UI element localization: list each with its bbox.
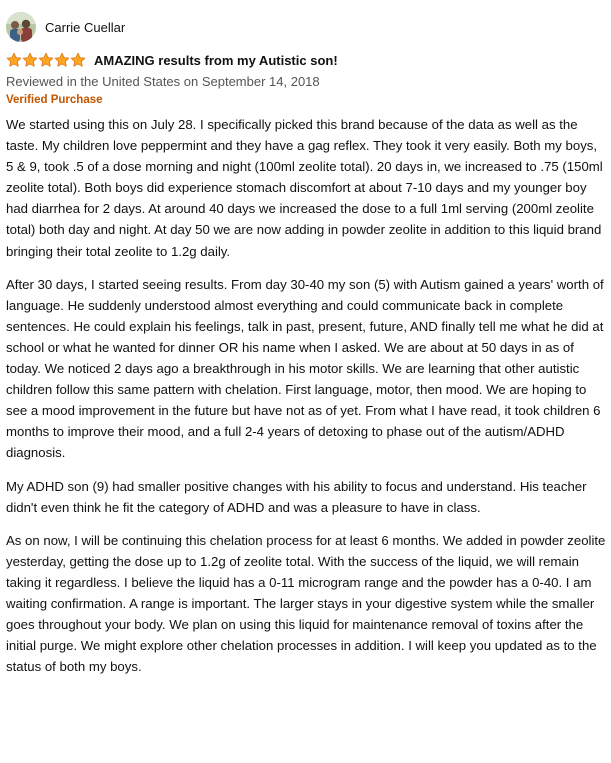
review-card	[6, 10, 606, 689]
star-icon	[38, 52, 54, 68]
star-icon	[70, 52, 86, 68]
review-title-row	[6, 51, 606, 69]
reviewer-profile[interactable]	[6, 10, 606, 44]
avatar-photo	[6, 12, 36, 42]
review-paragraph: My ADHD son (9) had smaller positive changes with his ability to focus and understand. His teacher didn't even think he fit the category of ADHD and was a pleasure to have in class.	[6, 478, 587, 515]
user-avatar-icon[interactable]	[6, 12, 36, 42]
review-body	[6, 114, 606, 677]
review-paragraph: We started using this on July 28. I specifically picked this brand because of the data as well as the taste. My children love peppermint and they have a gag reflex. They took it very easily. Both my boys, 5 & 9, took .5 of a dose morning and night (100ml zeolite total). 20 days in, we increased to .75 (150ml zeolite total). Both boys did experience stomach discomfort at about 7-10 days and my younger boy had diarrhea for 2 days. At around 40 days we increased the dose to a full 1ml serving (200ml zeolite total) both day and night. At day 50 we are now adding in powder zeolite in addition to this liquid brand bringing their total zeolite to 1.2g daily.	[6, 117, 603, 259]
star-icon	[6, 52, 22, 68]
star-icon	[22, 52, 38, 68]
review-date: Reviewed in the United States on September 14, 2018	[6, 74, 320, 89]
star-icon	[54, 52, 70, 68]
reviewer-name[interactable]: Carrie Cuellar	[45, 19, 126, 35]
review-paragraph: After 30 days, I started seeing results. From day 30-40 my son (5) with Autism gained a years' worth of language. He suddenly understood almost everything and could communicate back in complete sentences. He could explain his feelings, talk in past, present, future, AND finally tell me what he did at school or what he wanted for dinner OR his name when I asked. We are about at 50 days in as of today. We noticed 2 days ago a breakthrough in his motor skills. We are learning that other autistic children follow this same pattern with chelation. First language, motor, then mood. We are hoping to see a mood improvement in the future but have not as of yet. From what I have read, it took children 6 months to improve their mood, and a full 2-4 years of detoxing to phase out of the autism/ADHD diagnosis.	[6, 276, 604, 461]
star-rating[interactable]	[6, 51, 86, 69]
review-title[interactable]: AMAZING results from my Autistic son!	[94, 52, 338, 68]
verified-purchase-badge[interactable]: Verified Purchase	[6, 94, 103, 106]
review-paragraph: As on now, I will be continuing this chelation process for at least 6 months. We added in powder zeolite yesterday, getting the dose up to 1.2g of zeolite total. With the success of the liquid, we will remain taking it regardless. I believe the liquid has a 0-11 microgram range and the powder has a 0-40. I am waiting confirmation. A range is important. The larger stays in your digestive system while the smaller goes throughout your body. We plan on using this liquid for maintenance removal of toxins after the initial purge. We might explore other chelation processes in addition. I will keep you updated as to the status of both my boys.	[6, 532, 606, 675]
